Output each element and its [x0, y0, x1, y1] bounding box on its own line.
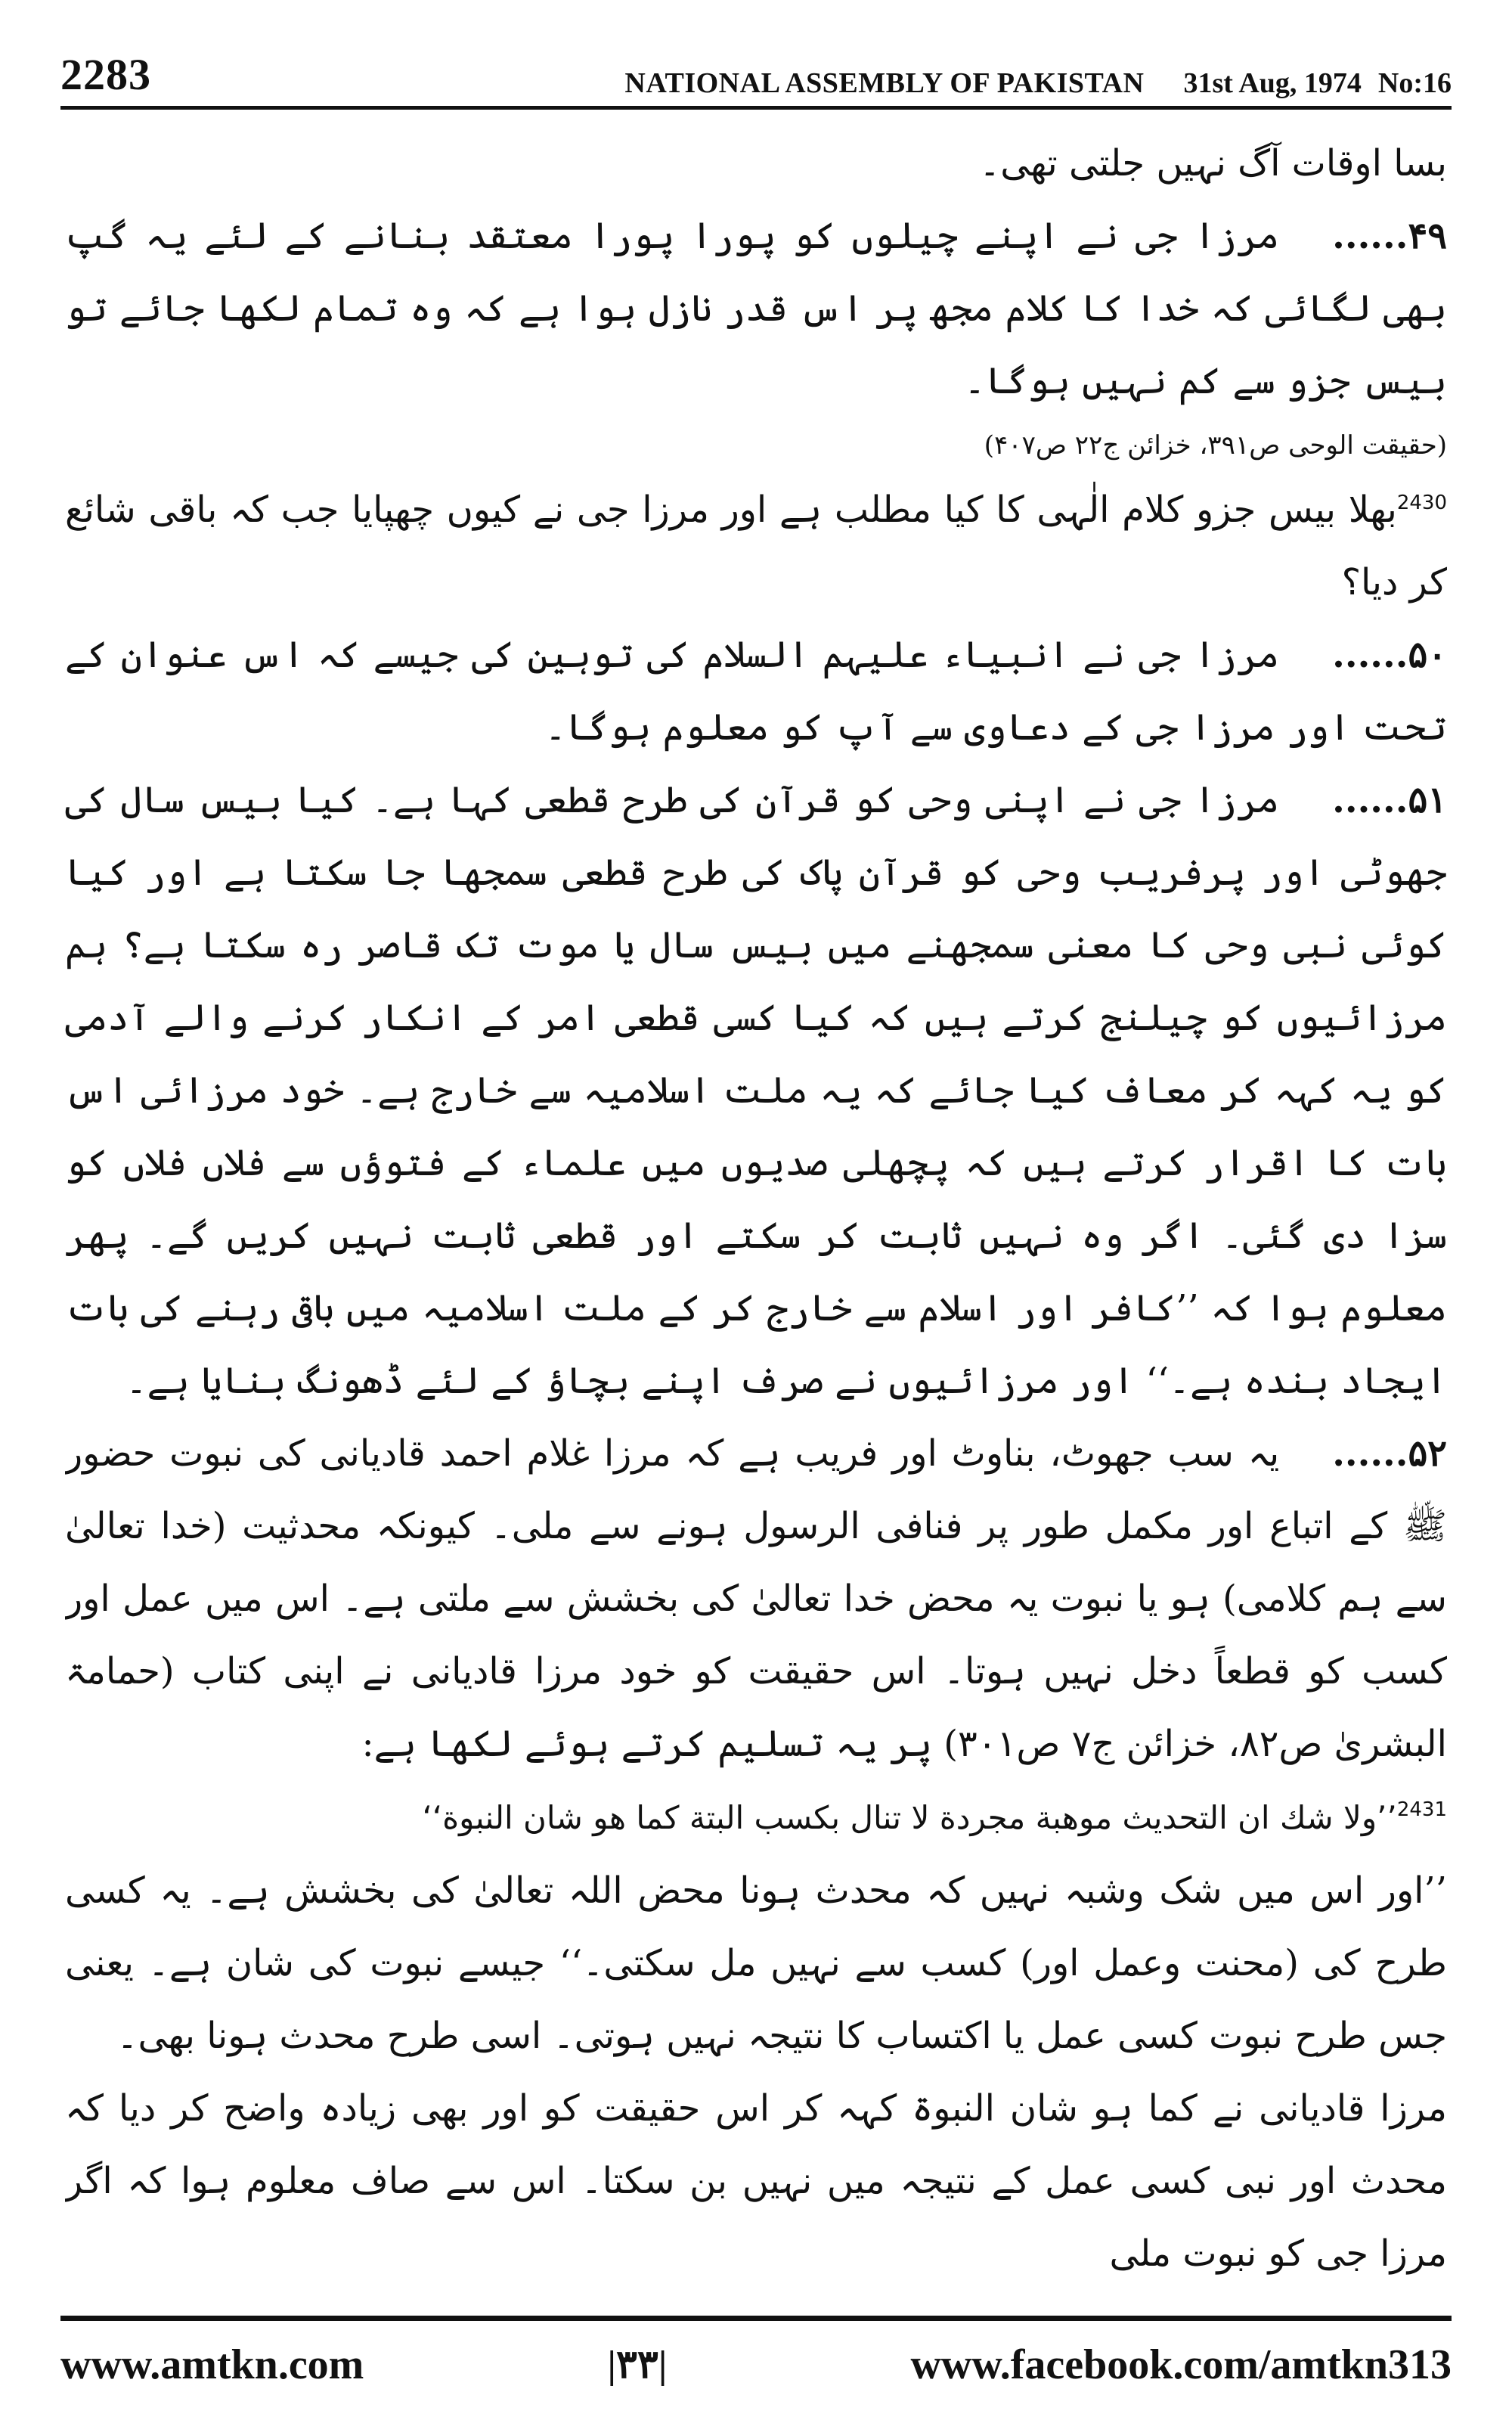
- paragraph-52: [65, 1417, 1447, 1780]
- paragraph-text: مرزا جی نے اپنے چیلوں کو پورا پورا معتقد بنانے کے لئے یہ گپ بھی لگائی کہ خدا کا کلام مجھ پر اس قدر نازل ہوا ہے کہ وہ تمام لکھا جائے تو بیس جزو سے کم نہیں ہوگا۔: [65, 215, 1447, 402]
- footer-facebook-link[interactable]: www.facebook.com/amtkn313: [910, 2341, 1452, 2388]
- paragraph-number: ۵۱......: [1332, 779, 1447, 821]
- page-footer: [60, 2331, 1452, 2399]
- paragraph-text: ’’اور اس میں شک وشبہ نہیں کہ محدث ہونا محض اللہ تعالیٰ کی بخشش ہے۔ یہ کسی طرح کی (محنت وعمل اور) کسب سے نہیں مل سکتی۔‘‘ جیسے نبوت کی شان ہے۔ یعنی جس طرح نبوت کسی عمل یا اکتساب کا نتیجہ نہیں ہوتی۔ اسی طرح محدث ہونا بھی۔: [65, 1869, 1447, 2057]
- footer-rule: [60, 2316, 1452, 2321]
- paragraph-text: مرزا جی نے انبیاء علیہم السلام کی توہین کی جیسے کہ اس عنوان کے تحت اور مرزا جی کے دعاوی سے آپ کو معلوم ہوگا۔: [65, 634, 1447, 749]
- arabic-quote-text: ’’ولا شك ان التحديث موهبة مجردة لا تنال بكسب البتة كما هو شان النبوة‘‘: [422, 1799, 1397, 1836]
- paragraph-51: [65, 764, 1447, 1417]
- header-date: 31st Aug, 1974: [1183, 67, 1362, 99]
- footer-website-link[interactable]: www.amtkn.com: [60, 2341, 364, 2388]
- paragraph-text: بھلا بیس جزو کلام الٰہی کا کیا مطلب ہے اور مرزا جی نے کیوں چھپایا جب کہ باقی شائع کر دیا؟: [65, 489, 1447, 603]
- header-rule: [60, 106, 1452, 110]
- paragraph-translation: [65, 1854, 1447, 2072]
- paragraph-text: مرزا جی نے اپنی وحی کو قرآن کی طرح قطعی کہا ہے۔ کیا بیس سال کی جھوٹی اور پرفریب وحی کو قرآن پاک کی طرح قطعی سمجھا جا سکتا ہے اور کیا کوئی نبی وحی کا معنی سمجھنے میں بیس سال یا موت تک قاصر رہ سکتا ہے؟ ہم مرزائیوں کو چیلنج کرتے ہیں کہ کیا کسی قطعی امر کے انکار کرنے والے آدمی کو یہ کہہ کر معاف کیا جائے کہ یہ ملت اسلامیہ سے خارج ہے۔ خود مرزائی اس بات کا اقرار کرتے ہیں کہ پچھلی صدیوں میں علماء کے فتوؤں سے فلاں فلاں کو سزا دی گئی۔ اگر وہ نہیں ثابت کر سکتے اور قطعی ثابت نہیں کریں گے۔ پھر معلوم ہوا کہ ’’کافر اور اسلام سے خارج کر کے ملت اسلامیہ میں باقی رہنے کی بات ایجاد بندہ ہے۔‘‘ اور مرزائیوں نے صرف اپنے بچاؤ کے لئے ڈھونگ بنایا ہے۔: [65, 779, 1447, 1402]
- paragraph-49: [65, 200, 1447, 417]
- paragraph-number: ۴۹......: [1332, 215, 1447, 257]
- paragraph-number: ۵۰......: [1332, 634, 1447, 676]
- footer-page-number: |۳۳|: [607, 2344, 668, 2387]
- paragraph-1: [65, 127, 1447, 200]
- paragraph-footnote-2430: [65, 473, 1447, 619]
- page-number: 2283: [60, 50, 151, 99]
- footnote-marker: 2431: [1396, 1798, 1447, 1821]
- arabic-quote: [65, 1780, 1447, 1854]
- reference-citation: (حقیقت الوحی ص۳۹۱، خزائن ج۲۲ ص۴۰۷): [984, 430, 1447, 461]
- paragraph-50: [65, 619, 1447, 764]
- page-header: [60, 32, 1452, 100]
- paragraph-final: [65, 2072, 1447, 2290]
- paragraph-number: ۵۲......: [1332, 1432, 1447, 1475]
- footnote-marker: 2430: [1396, 492, 1447, 514]
- header-issue-number: No:16: [1377, 67, 1452, 99]
- page-body: [65, 127, 1447, 2305]
- paragraph-text: یہ سب جھوٹ، بناوٹ اور فریب ہے کہ مرزا غلام احمد قادیانی کی نبوت حضور ﷺ کے اتباع اور مکمل طور پر فنافی الرسول ہونے سے ملی۔ کیونکہ محدثیت (خدا تعالیٰ سے ہم کلامی) ہو یا نبوت یہ محض خدا تعالیٰ کی بخشش سے ملتی ہے۔ اس میں عمل اور کسب کو قطعاً دخل نہیں ہوتا۔ اس حقیقت کو خود مرزا قادیانی نے اپنی کتاب (حمامۃ البشریٰ ص۸۲، خزائن ج۷ ص۳۰۱) پر یہ تسلیم کرتے ہوئے لکھا ہے:: [65, 1432, 1447, 1765]
- paragraph-text: بسا اوقات آگ نہیں جلتی تھی۔: [979, 142, 1447, 185]
- header-title: NATIONAL ASSEMBLY OF PAKISTAN: [624, 67, 1145, 99]
- paragraph-text: مرزا قادیانی نے کما ہو شان النبوۃ کہہ کر اس حقیقت کو اور بھی زیادہ واضح کر دیا کہ محدث اور نبی کسی عمل کے نتیجہ میں نہیں بن سکتا۔ اس سے صاف معلوم ہوا کہ اگر مرزا جی کو نبوت ملی: [65, 2087, 1447, 2275]
